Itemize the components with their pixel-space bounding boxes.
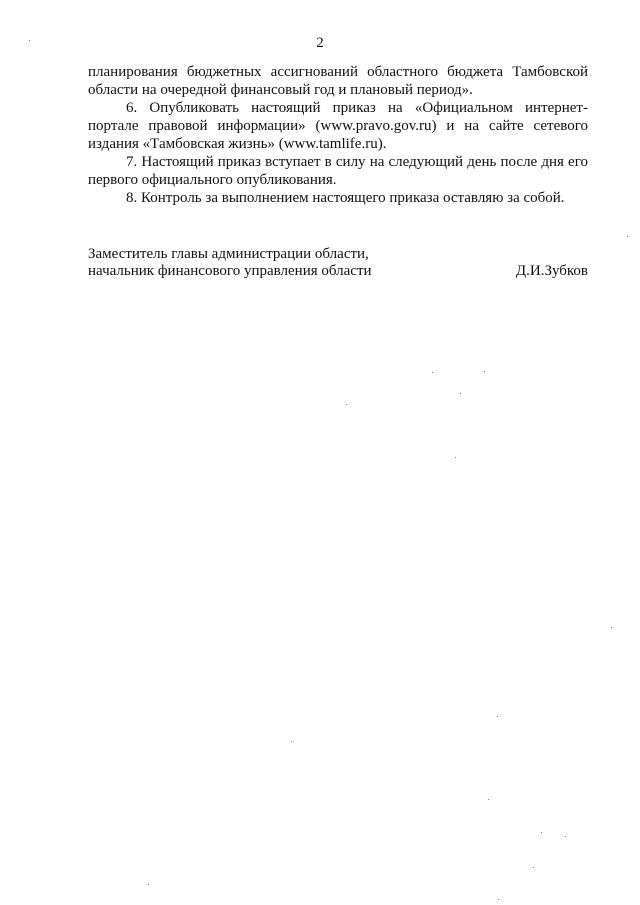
paragraph-item-6: 6. Опубликовать настоящий приказ на «Официальном интернет-портале правовой информации» (www.pravo.gov.ru) и на сайте сетевого издания «Тамбовская жизнь» (www.tamlife.ru). bbox=[88, 100, 588, 152]
scan-speck bbox=[498, 899, 499, 900]
scan-speck bbox=[484, 371, 485, 372]
document-body bbox=[88, 63, 588, 207]
scan-speck bbox=[497, 716, 498, 717]
signer-name: Д.И.Зубков bbox=[515, 263, 588, 279]
scan-speck bbox=[460, 393, 461, 394]
scan-speck bbox=[611, 627, 612, 628]
paragraph-item-7: 7. Настоящий приказ вступает в силу на следующий день после дня его первого официального опубликования. bbox=[88, 154, 588, 188]
scan-speck bbox=[432, 372, 433, 373]
paragraph-item-8: 8. Контроль за выполнением настоящего приказа оставляю за собой. bbox=[126, 190, 565, 206]
scan-speck bbox=[541, 832, 542, 833]
scan-speck bbox=[533, 867, 534, 868]
scan-speck bbox=[488, 799, 489, 800]
paragraph-continuation: планирования бюджетных ассигнований областного бюджета Тамбовской области на очередной финансовый год и плановый период». bbox=[88, 64, 588, 98]
scan-speck bbox=[346, 404, 347, 405]
signer-position-line-1: Заместитель главы администрации области, bbox=[88, 246, 369, 262]
scan-speck bbox=[565, 836, 566, 837]
scan-speck bbox=[455, 457, 456, 458]
scan-speck bbox=[148, 884, 149, 885]
scan-speck bbox=[627, 236, 628, 237]
page-number: 2 bbox=[316, 35, 324, 51]
signature-block bbox=[88, 246, 588, 280]
scan-speck bbox=[29, 40, 30, 41]
signer-position-line-2: начальник финансового управления области bbox=[88, 263, 372, 279]
scan-speck bbox=[291, 741, 292, 742]
